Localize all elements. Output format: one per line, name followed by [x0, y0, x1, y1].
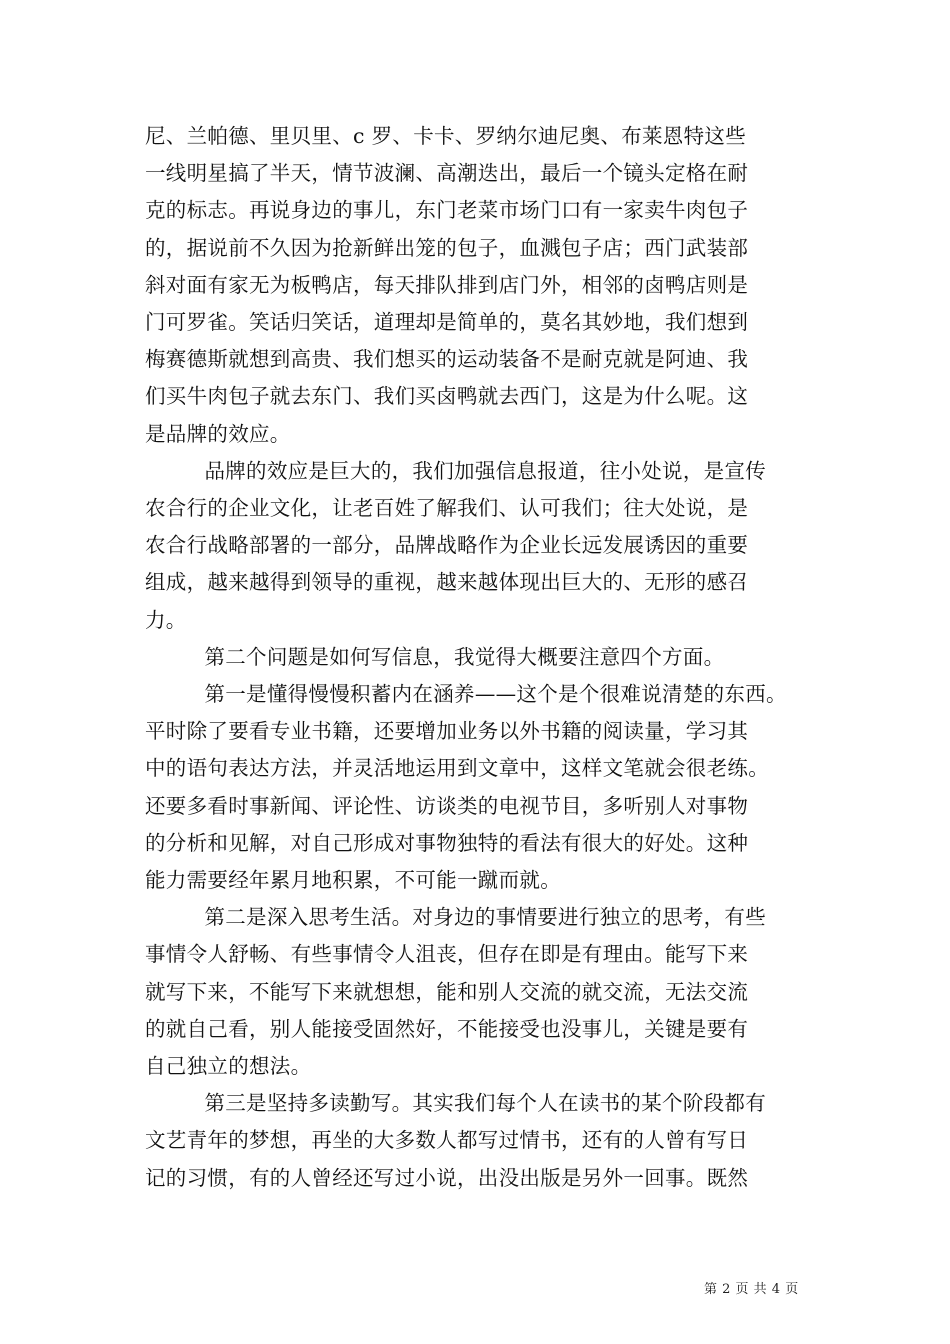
text-line: 中的语句表达方法，并灵活地运用到文章中，这样文笔就会很老练。 — [145, 756, 769, 781]
body-text — [145, 118, 810, 1197]
text-line: 农合行战略部署的一部分，品牌战略作为企业长远发展诱因的重要 — [145, 533, 749, 558]
text-line: 是品牌的效应。 — [145, 421, 291, 446]
text-line: 的分析和见解，对自己形成对事物独特的看法有很大的好处。这种 — [145, 830, 749, 855]
paragraph — [145, 899, 810, 1085]
paragraph — [145, 639, 810, 676]
text-line: 一线明星搞了半天，情节波澜、高潮迭出，最后一个镜头定格在耐 — [145, 161, 749, 186]
text-line: 还要多看时事新闻、评论性、访谈类的电视节目，多听别人对事物 — [145, 793, 749, 818]
text-line: 的，据说前不久因为抢新鲜出笼的包子，血溅包子店；西门武装部 — [145, 235, 749, 260]
paragraph — [145, 118, 810, 453]
text-line: 斜对面有家无为板鸭店，每天排队排到店门外，相邻的卤鸭店则是 — [145, 272, 749, 297]
text-line: 第一是懂得慢慢积蓄内在涵养——这个是个很难说清楚的东西。 — [204, 682, 787, 707]
text-line: 平时除了要看专业书籍，还要增加业务以外书籍的阅读量，学习其 — [145, 719, 749, 744]
paragraph — [145, 676, 810, 899]
text-line: 第二个问题是如何写信息，我觉得大概要注意四个方面。 — [204, 644, 725, 669]
text-line: 能力需要经年累月地积累，不可能一蹴而就。 — [145, 868, 561, 893]
text-line: 尼、兰帕德、里贝里、c 罗、卡卡、罗纳尔迪尼奥、布莱恩特这些 — [145, 124, 746, 148]
text-line: 克的标志。再说身边的事儿，东门老菜市场门口有一家卖牛肉包子 — [145, 198, 749, 223]
text-line: 事情令人舒畅、有些事情令人沮丧，但存在即是有理由。能写下来 — [145, 942, 749, 967]
text-line: 就写下来，不能写下来就想想，能和别人交流的就交流，无法交流 — [145, 979, 749, 1004]
text-line: 记的习惯，有的人曾经还写过小说，出没出版是另外一回事。既然 — [145, 1165, 749, 1190]
text-line: 农合行的企业文化，让老百姓了解我们、认可我们；往大处说，是 — [145, 496, 749, 521]
text-line: 梅赛德斯就想到高贵、我们想买的运动装备不是耐克就是阿迪、我 — [145, 347, 749, 372]
text-line: 第二是深入思考生活。对身边的事情要进行独立的思考，有些 — [204, 905, 767, 930]
paragraph — [145, 1085, 810, 1197]
paragraph — [145, 453, 810, 639]
text-line: 力。 — [145, 607, 187, 632]
page-number-footer: 第 2 页 共 4 页 — [704, 1282, 799, 1297]
text-line: 的就自己看，别人能接受固然好，不能接受也没事儿，关键是要有 — [145, 1016, 749, 1041]
text-line: 们买牛肉包子就去东门、我们买卤鸭就去西门，这是为什么呢。这 — [145, 384, 749, 409]
text-line: 门可罗雀。笑话归笑话，道理却是简单的，莫名其妙地，我们想到 — [145, 310, 749, 335]
text-line: 文艺青年的梦想，再坐的大多数人都写过情书，还有的人曾有写日 — [145, 1128, 749, 1153]
text-line: 第三是坚持多读勤写。其实我们每个人在读书的某个阶段都有 — [204, 1091, 767, 1116]
text-line: 组成，越来越得到领导的重视，越来越体现出巨大的、无形的感召 — [145, 570, 749, 595]
text-line: 自己独立的想法。 — [145, 1054, 312, 1079]
text-line: 品牌的效应是巨大的，我们加强信息报道，往小处说，是宣传 — [204, 458, 767, 483]
